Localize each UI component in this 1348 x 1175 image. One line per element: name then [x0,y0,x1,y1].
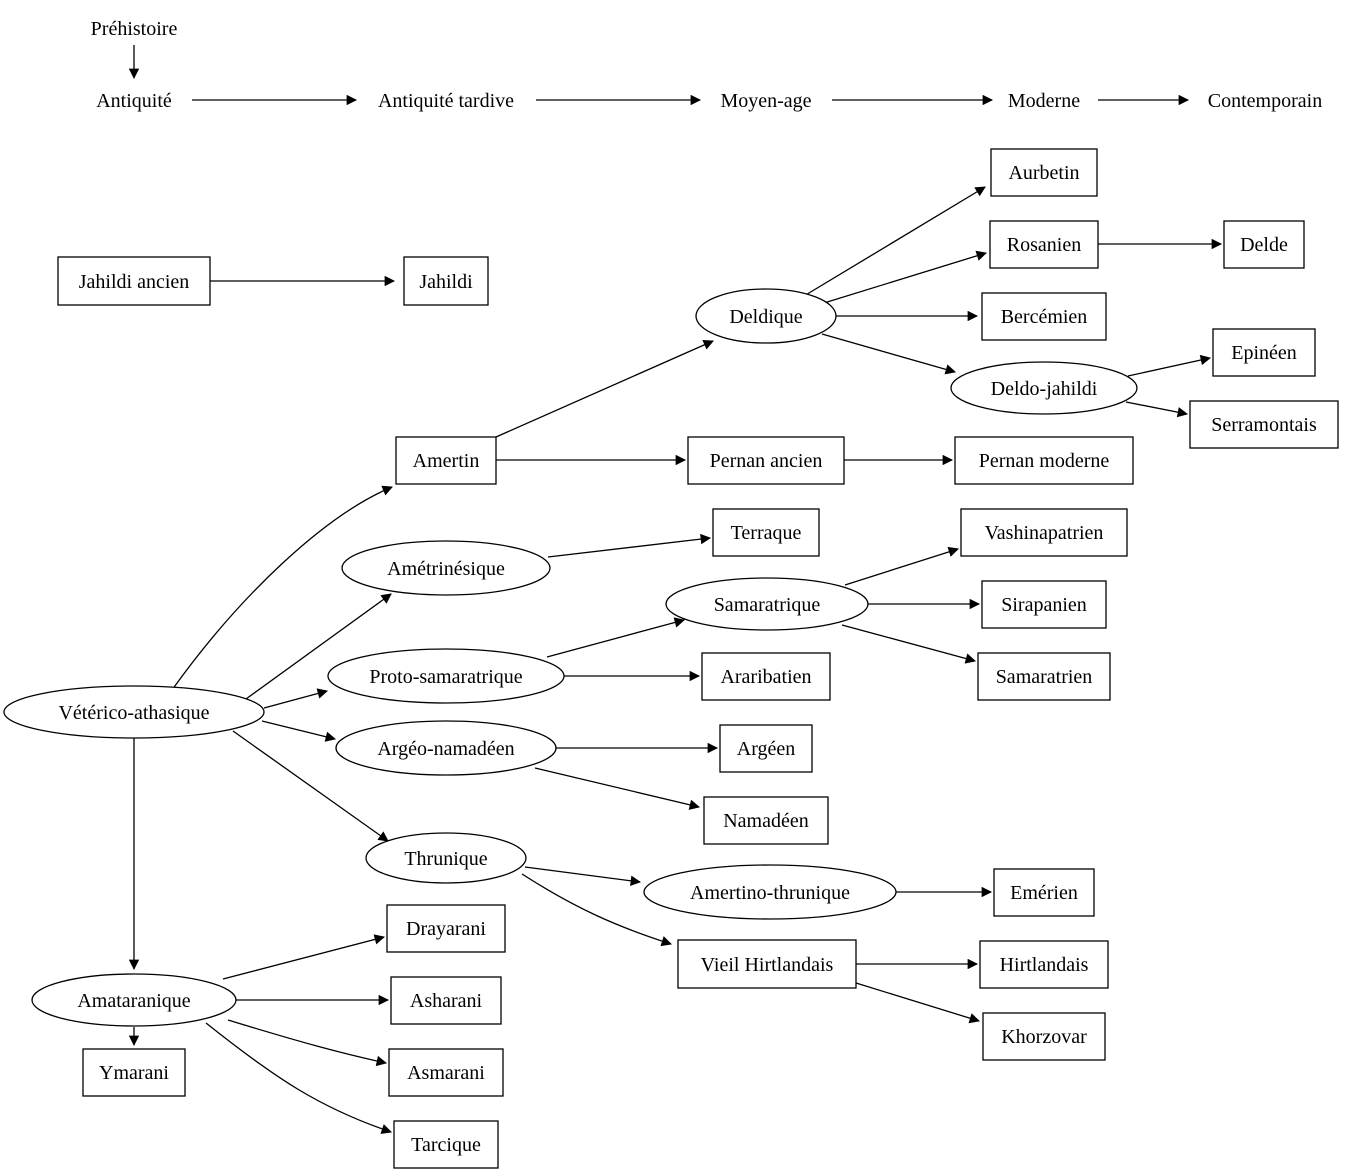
node-pernan-moderne [955,437,1133,484]
edge-veterico-athasique--proto-samaratrique [264,691,327,708]
svg-text:Ymarani: Ymarani [99,1062,169,1084]
node-asharani [391,977,501,1024]
svg-text:Asharani: Asharani [409,990,483,1012]
node-proto-samaratrique [328,649,564,703]
edge-thrunique--amertino-thrunique [525,867,640,882]
svg-text:Bercémien: Bercémien [1000,306,1088,328]
node-drayarani [387,905,505,952]
node-thrunique [366,833,526,883]
edge-veterico-athasique--argeo-namadeen [262,721,335,739]
svg-text:Serramontais: Serramontais [1211,414,1317,436]
svg-text:Sirapanien: Sirapanien [1001,594,1087,616]
node-jahildi [404,257,488,305]
node-serramontais [1190,401,1338,448]
timeline-stage-antiquite-tardive: Antiquité tardive [377,90,515,112]
node-pernan-ancien [688,437,844,484]
node-vieil-hirtlandais [678,940,856,988]
edge-deldique--deldo-jahildi [822,334,955,372]
edge-amataranique--drayarani [223,937,384,979]
node-deldique [696,289,836,343]
svg-text:Deldo-jahildi: Deldo-jahildi [990,378,1098,400]
node-veterico-athasique [4,686,264,738]
edge-proto-samaratrique--samaratrique [547,620,684,657]
tree-nodes [4,149,1338,1168]
svg-text:Namadéen: Namadéen [723,810,809,832]
edge-amertin--deldique [496,341,713,437]
edge-deldo-jahildi--epineen [1128,358,1210,376]
node-deldo-jahildi [951,362,1137,414]
svg-text:Araribatien: Araribatien [720,666,812,688]
node-amertino-thrunique [644,865,896,919]
edge-samaratrique--vashinapatrien [845,549,958,585]
node-delde [1224,221,1304,268]
node-samaratrien [978,653,1110,700]
svg-text:Epinéen: Epinéen [1231,342,1297,364]
svg-text:Amataranique: Amataranique [77,990,191,1012]
svg-text:Drayarani: Drayarani [406,918,486,940]
svg-text:Asmarani: Asmarani [407,1062,485,1084]
svg-text:Terraque: Terraque [730,522,802,544]
node-ymarani [83,1049,185,1096]
timeline-stage-antiquite: Antiquité [96,90,172,112]
svg-text:Samaratrien: Samaratrien [995,666,1093,688]
node-tarcique [394,1121,498,1168]
node-jahildi-ancien [58,257,210,305]
svg-text:Tarcique: Tarcique [411,1134,481,1156]
svg-text:Deldique: Deldique [729,306,803,328]
node-asmarani [389,1049,503,1096]
edge-amataranique--tarcique [206,1023,391,1132]
svg-text:Pernan ancien: Pernan ancien [709,450,823,472]
edge-deldo-jahildi--serramontais [1126,402,1187,414]
node-epineen [1213,329,1315,376]
svg-text:Amertino-thrunique: Amertino-thrunique [690,882,850,904]
node-sirapanien [982,581,1106,628]
node-terraque [713,509,819,556]
svg-text:Jahildi ancien: Jahildi ancien [78,271,190,293]
svg-text:Argéo-namadéen: Argéo-namadéen [377,738,515,760]
edge-amataranique--asmarani [228,1020,386,1063]
edge-ametrinesique--terraque [548,538,710,557]
timeline-stage-moyen-age: Moyen-age [720,90,812,112]
svg-text:Delde: Delde [1240,234,1288,256]
node-namadeen [704,797,828,844]
node-aurbetin [991,149,1097,196]
edge-samaratrique--samaratrien [842,625,975,661]
edge-deldique--aurbetin [804,187,985,296]
edge-deldique--rosanien [824,253,986,303]
node-argeo-namadeen [336,721,556,775]
node-khorzovar [983,1013,1105,1060]
svg-text:Emérien: Emérien [1010,882,1078,904]
timeline [91,18,1323,112]
timeline-stage-moderne: Moderne [1007,90,1081,112]
node-araribatien [702,653,830,700]
svg-text:Rosanien: Rosanien [1006,234,1082,256]
node-argeen [720,725,812,772]
svg-text:Argéen: Argéen [736,738,796,760]
edge-argeo-namadeen--namadeen [535,768,699,807]
edge-vieil-hirtlandais--khorzovar [856,983,979,1021]
svg-text:Hirtlandais: Hirtlandais [999,954,1089,976]
svg-text:Vashinapatrien: Vashinapatrien [984,522,1104,544]
svg-text:Thrunique: Thrunique [404,848,488,870]
svg-text:Samaratrique: Samaratrique [713,594,821,616]
svg-text:Khorzovar: Khorzovar [1001,1026,1087,1048]
node-amertin [396,437,496,484]
timeline-stage-contemporain: Contemporain [1207,90,1323,112]
svg-text:Aurbetin: Aurbetin [1008,162,1080,184]
svg-text:Jahildi: Jahildi [419,271,473,293]
node-rosanien [990,221,1098,268]
node-emerien [994,869,1094,916]
node-amataranique [32,974,236,1026]
svg-text:Vétérico-athasique: Vétérico-athasique [58,702,210,724]
svg-text:Proto-samaratrique: Proto-samaratrique [369,666,523,688]
svg-text:Vieil Hirtlandais: Vieil Hirtlandais [700,954,834,976]
node-ametrinesique [342,541,550,595]
timeline-stage-prehistoire: Préhistoire [90,18,178,40]
svg-text:Amertin: Amertin [412,450,480,472]
svg-text:Amétrinésique: Amétrinésique [387,558,505,580]
node-samaratrique [666,578,868,630]
svg-text:Pernan moderne: Pernan moderne [978,450,1110,472]
node-bercemien [982,293,1106,340]
node-vashinapatrien [961,509,1127,556]
node-hirtlandais [980,941,1108,988]
